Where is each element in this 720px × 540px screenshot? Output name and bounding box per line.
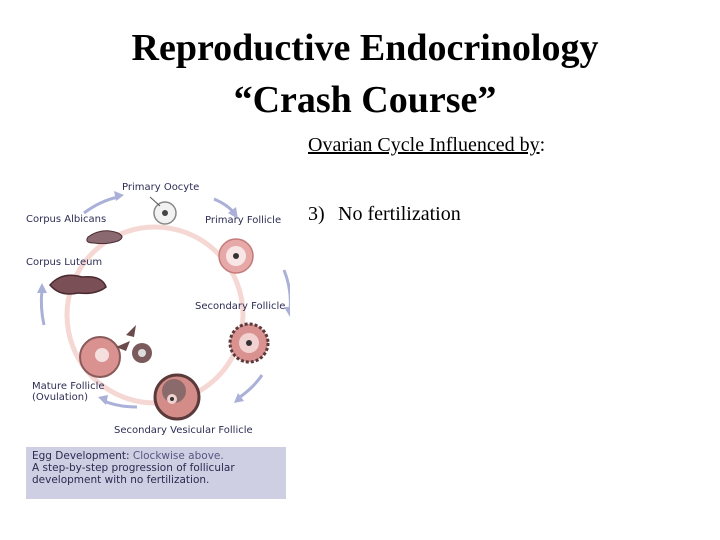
label-primary-follicle: Primary Follicle xyxy=(205,215,282,226)
slide-title xyxy=(0,22,720,126)
follicle-development-diagram xyxy=(22,175,290,505)
primary-oocyte-cell xyxy=(150,197,176,224)
caption-title: Egg Development: xyxy=(32,450,130,462)
corpus-albicans-shape xyxy=(87,231,122,244)
arrow-5 xyxy=(41,290,44,325)
label-corpus-luteum: Corpus Luteum xyxy=(26,257,103,268)
point-text: No fertilization xyxy=(338,203,461,225)
primary-follicle-cell xyxy=(219,239,253,273)
label-secondary-follicle: Secondary Follicle xyxy=(195,301,286,312)
secondary-follicle-cell xyxy=(230,324,268,362)
secondary-vesicular-follicle-cell xyxy=(155,375,199,419)
label-corpus-albicans: Corpus Albicans xyxy=(26,214,107,225)
caption-line-2: A step-by-step progression of follicular xyxy=(32,462,235,474)
corpus-luteum-shape xyxy=(50,275,106,294)
label-primary-oocyte: Primary Oocyte xyxy=(122,182,200,193)
heading-colon: : xyxy=(539,134,546,156)
bullet-point xyxy=(308,203,461,226)
arrow-3 xyxy=(240,375,262,397)
label-secondary-vesicular-follicle: Secondary Vesicular Follicle xyxy=(114,425,253,436)
section-heading xyxy=(308,134,545,157)
caption-title-rest: Clockwise above. xyxy=(132,450,224,462)
label-mature-follicle: Mature Follicle xyxy=(32,381,105,392)
diagram-caption xyxy=(26,447,286,499)
arrow-6 xyxy=(84,197,118,213)
label-ovulation: (Ovulation) xyxy=(32,392,88,403)
heading-text: Ovarian Cycle Influenced by xyxy=(308,134,540,156)
arrow-head-5 xyxy=(37,283,47,293)
title-line-2: “Crash Course” xyxy=(233,79,497,121)
caption-line-3: development with no fertilization. xyxy=(32,474,210,486)
mature-follicle-cell xyxy=(80,325,152,377)
title-line-1: Reproductive Endocrinology xyxy=(131,27,599,69)
point-number: 3) xyxy=(308,203,325,225)
